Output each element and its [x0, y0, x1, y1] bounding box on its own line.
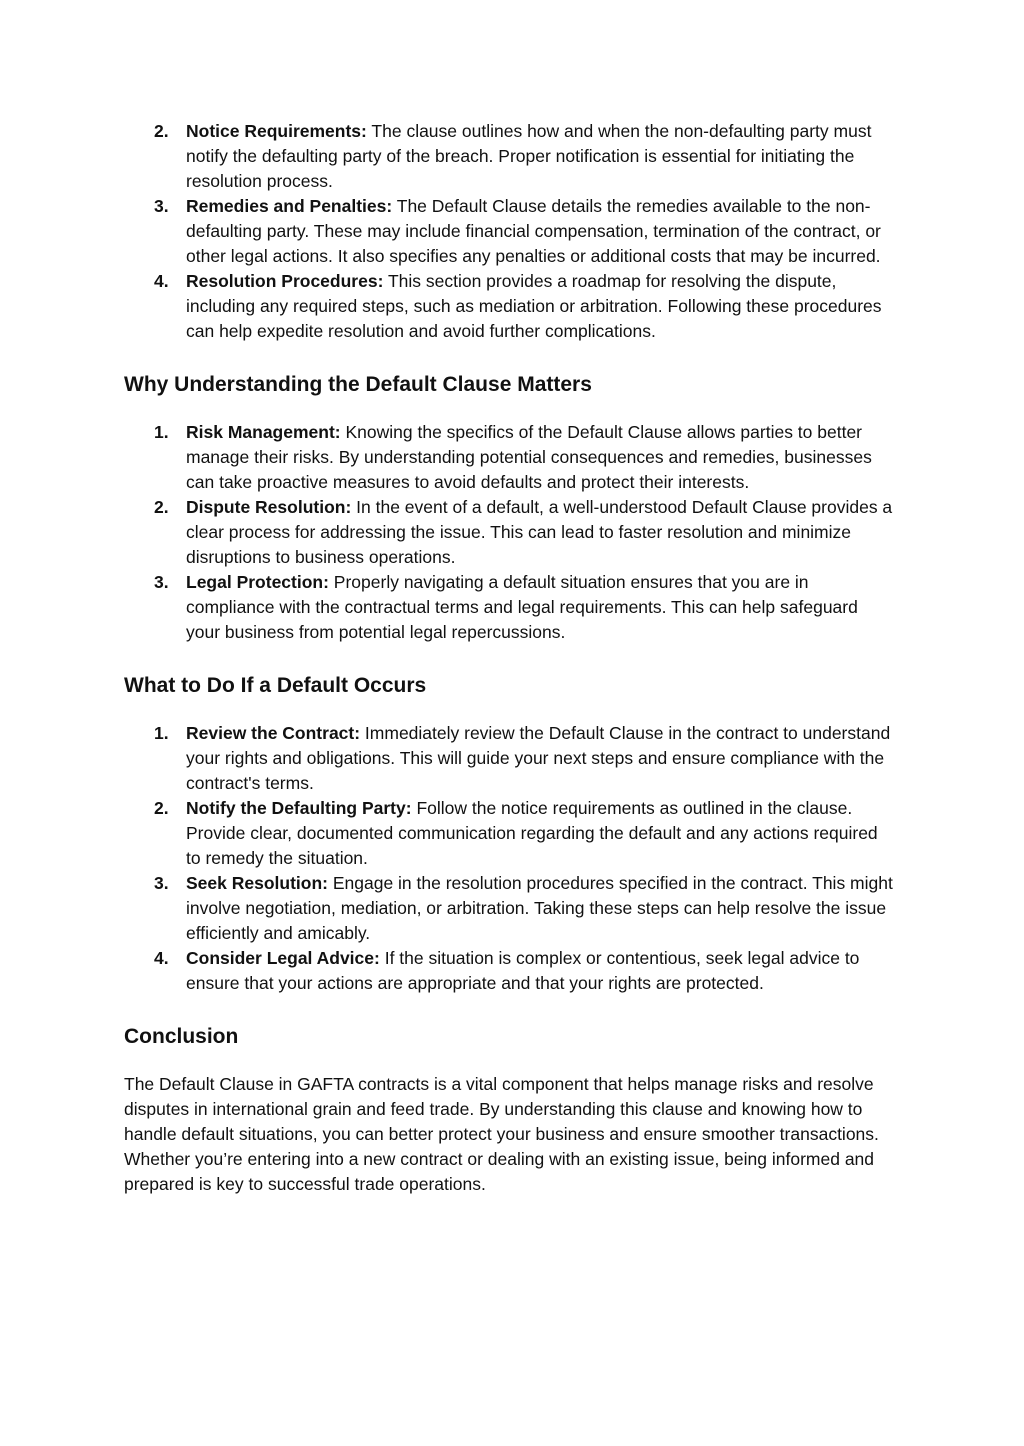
list-item [124, 946, 894, 996]
list-text: The clause outlines how and when the non-defaulting party must notify the defaulting party of the breach. Proper notification is essential for initiating the resolution process. [186, 121, 872, 191]
section-heading: Why Understanding the Default Clause Matters [124, 373, 592, 396]
what-list [124, 721, 894, 996]
document-page [124, 119, 894, 1197]
list-number: 2. [154, 121, 169, 141]
why-list [124, 420, 894, 645]
why-section [124, 370, 894, 645]
list-number: 3. [154, 873, 169, 893]
conclusion-section [124, 1022, 894, 1197]
what-section [124, 671, 894, 996]
list-text: Immediately review the Default Clause in the contract to understand your rights and obligations. This will guide your next steps and ensure compliance with the contract's terms. [186, 723, 891, 793]
list-term: Risk Management: [186, 422, 341, 442]
list-item [124, 495, 894, 570]
list-number: 3. [154, 572, 169, 592]
list-term: Dispute Resolution: [186, 497, 352, 517]
list-item [124, 796, 894, 871]
list-text: Properly navigating a default situation ensures that you are in compliance with the contractual terms and legal requirements. This can help safeguard your business from potential legal repercussions. [186, 572, 858, 642]
list-term: Remedies and Penalties: [186, 196, 393, 216]
section-heading: Conclusion [124, 1025, 239, 1048]
list-term: Notify the Defaulting Party: [186, 798, 412, 818]
list-number: 1. [154, 422, 169, 442]
list-item [124, 420, 894, 495]
list-text: If the situation is complex or contentious, seek legal advice to ensure that your actions are appropriate and that your rights are protected. [186, 948, 860, 993]
conclusion-paragraph: The Default Clause in GAFTA contracts is a vital component that helps manage risks and resolve disputes in international grain and feed trade. By understanding this clause and knowing how to handle default situations, you can better protect your business and ensure smoother transactions. Whether you’re entering into a new contract or dealing with an existing issue, being informed and prepared is key to successful trade operations. [124, 1074, 879, 1194]
list-item [124, 119, 894, 194]
section-heading: What to Do If a Default Occurs [124, 674, 427, 697]
list-item [124, 194, 894, 269]
intro-list [124, 119, 894, 344]
list-text: In the event of a default, a well-understood Default Clause provides a clear process for addressing the issue. This can lead to faster resolution and minimize disruptions to business operations. [186, 497, 893, 567]
list-term: Resolution Procedures: [186, 271, 384, 291]
list-term: Notice Requirements: [186, 121, 367, 141]
list-item [124, 871, 894, 946]
list-text: Engage in the resolution procedures specified in the contract. This might involve negotiation, mediation, or arbitration. Taking these steps can help resolve the issue efficiently and amicably. [186, 873, 893, 943]
list-item [124, 721, 894, 796]
list-term: Legal Protection: [186, 572, 329, 592]
list-number: 2. [154, 798, 169, 818]
list-text: Knowing the specifics of the Default Clause allows parties to better manage their risks. By understanding potential consequences and remedies, businesses can take proactive measures to avoid defaults and protect their interests. [186, 422, 872, 492]
list-term: Review the Contract: [186, 723, 361, 743]
list-number: 4. [154, 948, 169, 968]
list-item [124, 570, 894, 645]
list-number: 3. [154, 196, 169, 216]
list-text: The Default Clause details the remedies available to the non-defaulting party. These may include financial compensation, termination of the contract, or other legal actions. It also specifies any penalties or additional costs that may be incurred. [186, 196, 881, 266]
list-number: 2. [154, 497, 169, 517]
list-number: 4. [154, 271, 169, 291]
list-item [124, 269, 894, 344]
list-term: Consider Legal Advice: [186, 948, 380, 968]
list-term: Seek Resolution: [186, 873, 328, 893]
list-text: This section provides a roadmap for resolving the dispute, including any required steps, such as mediation or arbitration. Following these procedures can help expedite resolution and avoid further complications. [186, 271, 882, 341]
list-number: 1. [154, 723, 169, 743]
list-text: Follow the notice requirements as outlined in the clause. Provide clear, documented communication regarding the default and any actions required to remedy the situation. [186, 798, 878, 868]
